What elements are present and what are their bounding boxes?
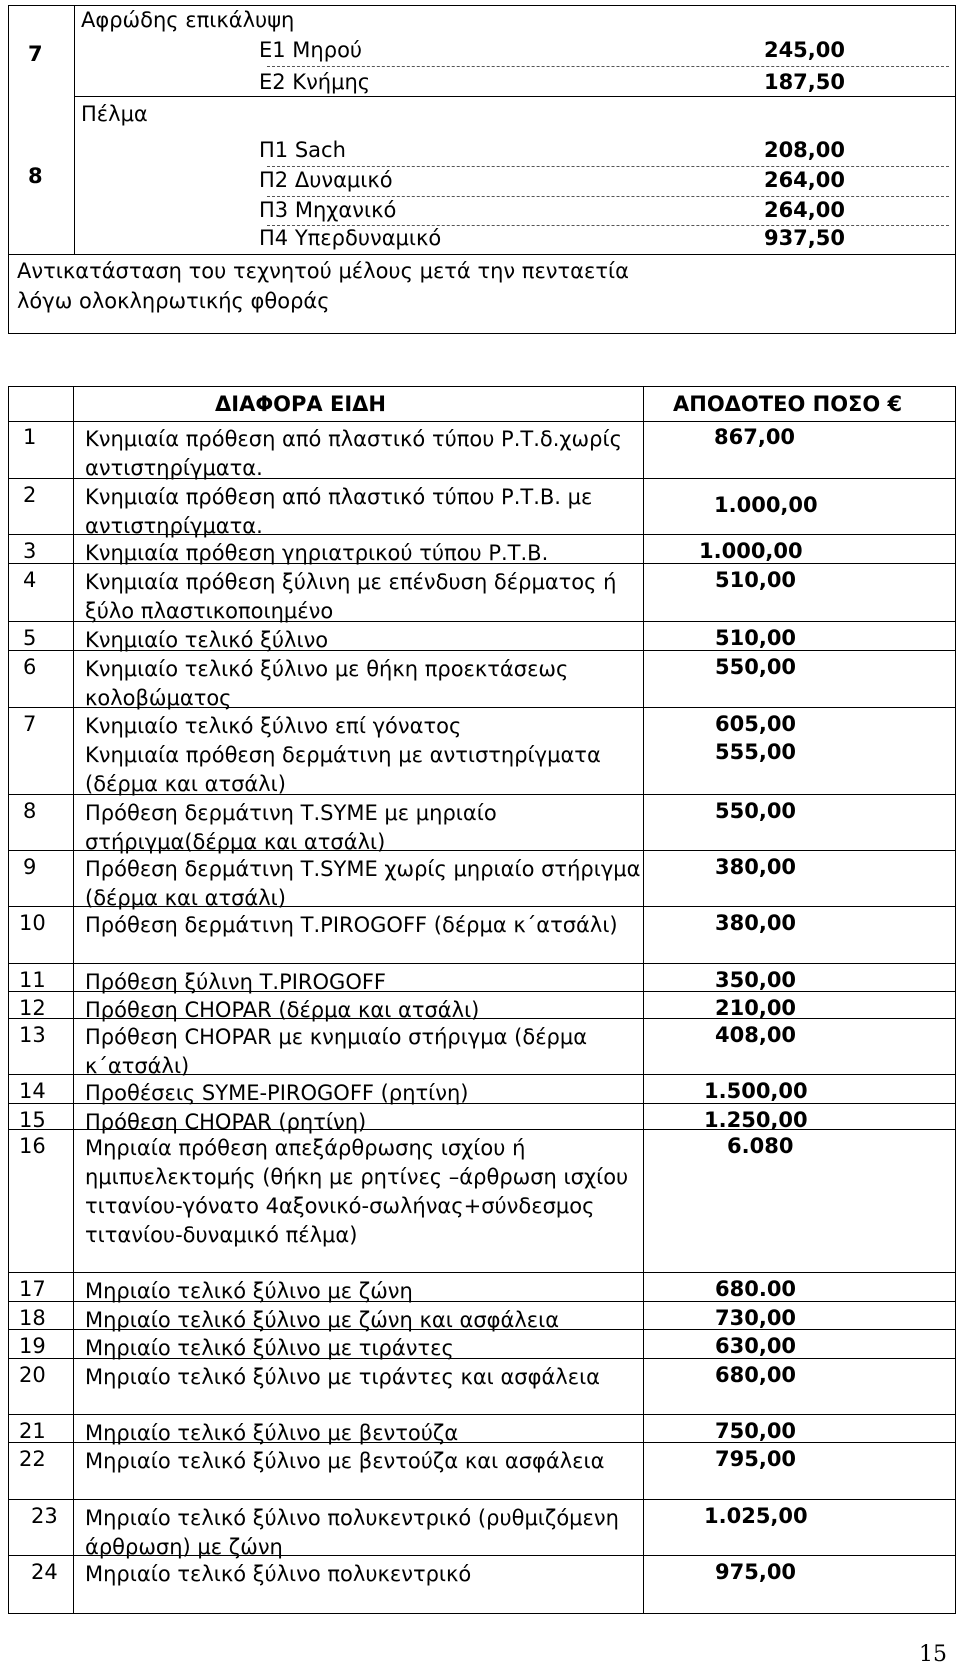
- row-description: Μηριαίο τελικό ξύλινο με τιράντες και ασφάλεια: [85, 1365, 601, 1389]
- row-number: 7: [23, 712, 37, 736]
- table-row: [9, 535, 955, 564]
- item-label: Π4 Υπερδυναμικό: [259, 226, 442, 250]
- row-amount: 1.000,00: [714, 493, 818, 517]
- table-row: [9, 1273, 955, 1302]
- row-amount: 6.080: [727, 1134, 794, 1158]
- row-description: Κνημιαία πρόθεση γηριατρικού τύπου Ρ.Τ.Β.: [85, 541, 549, 565]
- table-row: [9, 1500, 955, 1559]
- table-row: [9, 564, 955, 622]
- item-value: 245,00: [763, 38, 845, 62]
- item-value: 264,00: [763, 198, 845, 222]
- row-number: 10: [19, 911, 46, 935]
- row-number: 7: [28, 42, 43, 66]
- row-divider: [75, 96, 955, 97]
- row-description: [85, 712, 645, 799]
- item-label: Π3 Μηχανικό: [259, 198, 397, 222]
- row-description: Μηριαίο τελικό ξύλινο με τιράντες: [85, 1336, 454, 1360]
- row-number: 12: [19, 996, 46, 1020]
- row-amount: 380,00: [715, 855, 797, 879]
- row-divider: [9, 254, 955, 255]
- row-description-line: Κνημιαίο τελικό ξύλινο επί γόνατος: [85, 714, 462, 738]
- row-description: Μηριαίο τελικό ξύλινο με βεντούζα και ασφάλεια: [85, 1449, 605, 1473]
- row-description: Μηριαίο τελικό ξύλινο με βεντούζα: [85, 1421, 459, 1445]
- row-number: 1: [23, 425, 37, 449]
- table-header-row: [9, 387, 955, 421]
- row-number: 4: [23, 568, 37, 592]
- row-description: Πρόθεση CHOPAR με κνημιαίο στήριγμα (δέρμα κ΄ατσάλι): [85, 1025, 588, 1078]
- row-number: 8: [23, 799, 37, 823]
- row-number: 3: [23, 539, 37, 563]
- row-number: 8: [28, 164, 43, 188]
- row-description: Κνημιαία πρόθεση ξύλινη με επένδυση δέρματος ή ξύλο πλαστικοποιημένο: [85, 570, 617, 623]
- table-row: [9, 992, 955, 1022]
- header-divider: [9, 421, 955, 422]
- row-description: Πρόθεση δερμάτινη Τ.SYME χωρίς μηριαίο στήριγμα (δέρμα και ατσάλι): [85, 857, 641, 910]
- row-number: 5: [23, 626, 37, 650]
- row-number: 21: [19, 1419, 46, 1443]
- row-amount: 510,00: [715, 626, 797, 650]
- row-amount: 1.025,00: [704, 1504, 808, 1528]
- table-row: [9, 479, 955, 538]
- table-row: [9, 1415, 955, 1443]
- row-number: 20: [19, 1363, 46, 1387]
- row-amount: 555,00: [715, 740, 797, 764]
- top-table: [8, 5, 956, 334]
- row-number: 9: [23, 855, 37, 879]
- row-amount: 380,00: [715, 911, 797, 935]
- row-number: 13: [19, 1023, 46, 1047]
- table-row: [9, 1075, 955, 1104]
- row-number: 19: [19, 1334, 46, 1358]
- row-description: Πρόθεση ξύλινη Τ.PIROGOFF: [85, 970, 387, 994]
- item-value: 264,00: [763, 168, 845, 192]
- item-label: Π2 Δυναμικό: [259, 168, 393, 192]
- header-description: ΔΙΑΦΟΡΑ ΕΙΔΗ: [215, 392, 386, 416]
- table-row: [9, 1302, 955, 1330]
- row-number: 6: [23, 655, 37, 679]
- dashed-divider: [267, 196, 949, 197]
- table-row: [9, 1443, 955, 1500]
- table-row: [9, 851, 955, 910]
- row-amount: 550,00: [715, 799, 797, 823]
- row-amount: 1.000,00: [699, 539, 803, 563]
- item-label: Ε1 Μηρού: [259, 38, 363, 62]
- table-row: [9, 1556, 955, 1614]
- table-row: [9, 1104, 955, 1134]
- item-label: Π1 Sach: [259, 138, 346, 162]
- table-row: [9, 708, 955, 795]
- row-amount: 630,00: [715, 1334, 797, 1358]
- row-description: Πρόθεση δερμάτινη Τ.SYME με μηριαίο στήριγμα(δέρμα και ατσάλι): [85, 801, 497, 854]
- row-number: 17: [19, 1277, 46, 1301]
- row-amount: 680.00: [715, 1277, 797, 1301]
- table-row: [9, 1019, 955, 1078]
- row-amount: 795,00: [715, 1447, 797, 1471]
- table-row: [9, 795, 955, 854]
- table-row: [9, 907, 955, 964]
- item-value: 208,00: [763, 138, 845, 162]
- row-amount: 1.500,00: [704, 1079, 808, 1103]
- row-amount: 408,00: [715, 1023, 797, 1047]
- table-row: [9, 622, 955, 651]
- footnote-line: λόγω ολοκληρωτικής φθοράς: [17, 289, 330, 313]
- row-number: 18: [19, 1306, 46, 1330]
- table-row: [9, 964, 955, 992]
- row-amount: 605,00: [715, 712, 797, 736]
- row-description: Πρόθεση δερμάτινη Τ.PIROGOFF (δέρμα κ΄ατσάλι): [85, 913, 618, 937]
- row-amount: 550,00: [715, 655, 797, 679]
- row-amount: 680,00: [715, 1363, 797, 1387]
- table-row: [9, 1330, 955, 1359]
- item-label: Ε2 Κνήμης: [259, 70, 371, 94]
- row-amount: 350,00: [715, 968, 797, 992]
- row-number: 16: [19, 1134, 46, 1158]
- section-title: Πέλμα: [81, 102, 148, 126]
- dashed-divider: [267, 166, 949, 167]
- row-amount: 510,00: [715, 568, 797, 592]
- row-amount: 210,00: [715, 996, 797, 1020]
- row-number: 22: [19, 1447, 46, 1471]
- row-amount: 730,00: [715, 1306, 797, 1330]
- page-number: 15: [919, 1642, 947, 1667]
- footnote-line: Αντικατάσταση του τεχνητού μέλους μετά την πενταετία: [17, 259, 629, 283]
- row-description: Μηριαίο τελικό ξύλινο πολυκεντρικό (ρυθμιζόμενη άρθρωση) με ζώνη: [85, 1506, 619, 1559]
- item-value: 937,50: [763, 226, 845, 250]
- item-value: 187,50: [763, 70, 845, 94]
- row-number: 11: [19, 968, 46, 992]
- row-description: Μηριαίο τελικό ξύλινο με ζώνη: [85, 1279, 413, 1303]
- row-description: Προθέσεις SYME-PIROGOFF (ρητίνη): [85, 1081, 469, 1105]
- table-row: [9, 651, 955, 708]
- row-description: Μηριαίο τελικό ξύλινο με ζώνη και ασφάλεια: [85, 1308, 560, 1332]
- row-description: Κνημιαίο τελικό ξύλινο: [85, 628, 329, 652]
- table-row: [9, 1359, 955, 1415]
- row-amount: 750,00: [715, 1419, 797, 1443]
- table-row: [9, 421, 955, 479]
- row-amount: 975,00: [715, 1560, 797, 1584]
- row-amount: 867,00: [714, 425, 796, 449]
- row-description: Πρόθεση CHOPAR (δέρμα και ατσάλι): [85, 998, 480, 1022]
- row-number: 23: [31, 1504, 58, 1528]
- row-amount: 1.250,00: [704, 1108, 808, 1132]
- row-number: 15: [19, 1108, 46, 1132]
- row-description: Κνημιαία πρόθεση από πλαστικό τύπου Ρ.Τ.Β. με αντιστηρίγματα.: [85, 485, 593, 538]
- row-number: 2: [23, 483, 37, 507]
- section-title: Αφρώδης επικάλυψη: [81, 8, 295, 32]
- row-number: 14: [19, 1079, 46, 1103]
- row-description: Πρόθεση CHOPAR (ρητίνη): [85, 1110, 367, 1134]
- row-description: Μηριαία πρόθεση απεξάρθρωσης ισχίου ή ημιπυελεκτομής (θήκη με ρητίνες –άρθρωση ισχίου τιτανίου-γόνατο 4αξονικό-σωλήνας+σύνδεσμος τιτανίου-δυναμικό πέλμα): [85, 1136, 629, 1247]
- prosthesis-price-table: [8, 386, 956, 1614]
- row-description-line: Κνημιαία πρόθεση δερμάτινη με αντιστηρίγματα (δέρμα και ατσάλι): [85, 743, 601, 796]
- table-row: [9, 1130, 955, 1273]
- row-number: 24: [31, 1560, 58, 1584]
- row-description: Κνημιαία πρόθεση από πλαστικό τύπου Ρ.Τ.δ.χωρίς αντιστηρίγματα.: [85, 427, 622, 480]
- header-amount: ΑΠΟΔΟΤΕΟ ΠΟΣΟ €: [673, 392, 903, 416]
- dashed-divider: [267, 66, 949, 67]
- row-description: Κνημιαίο τελικό ξύλινο με θήκη προεκτάσεως κολοβώματος: [85, 657, 569, 710]
- row-description: Μηριαίο τελικό ξύλινο πολυκεντρικό: [85, 1562, 472, 1586]
